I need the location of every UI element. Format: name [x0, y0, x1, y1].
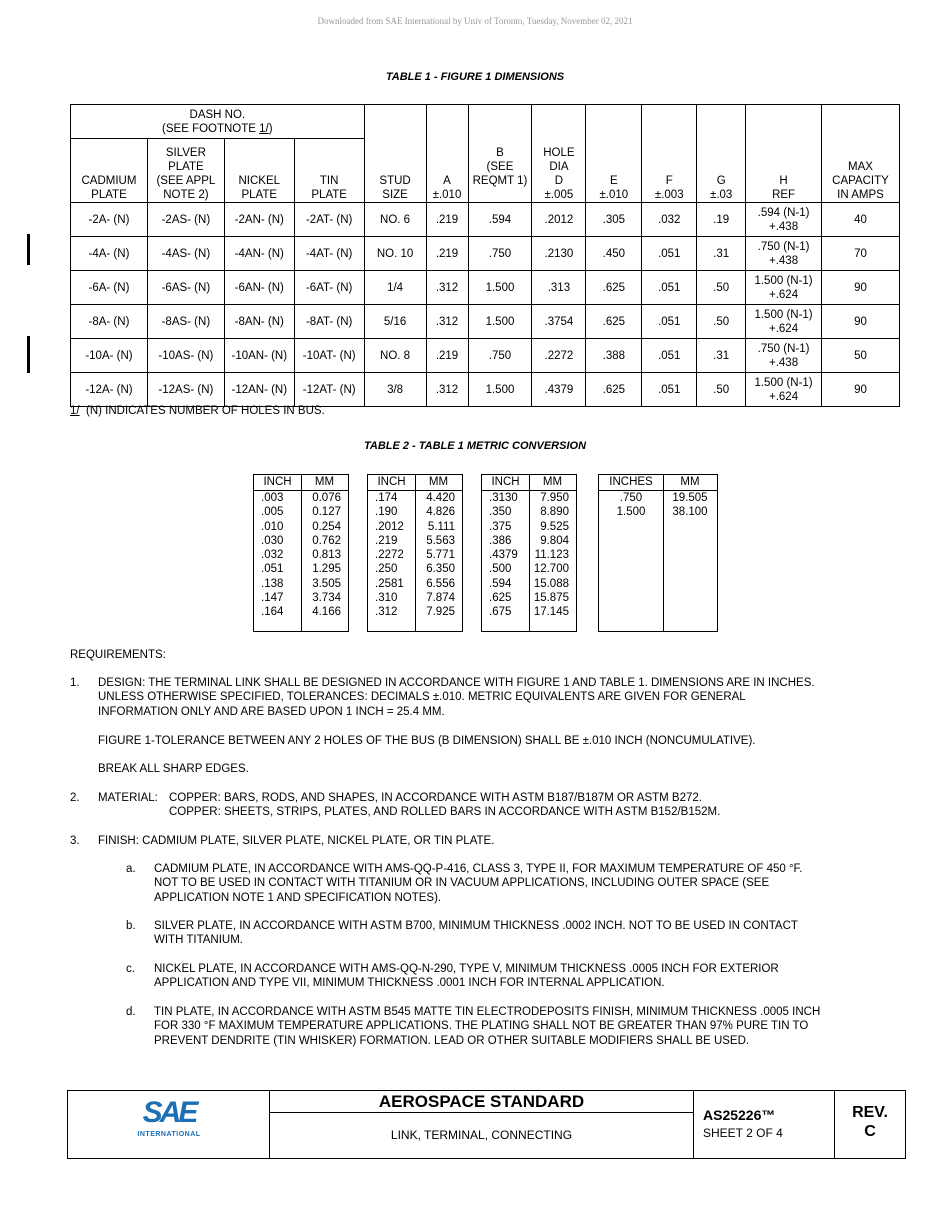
- conversion-inch-column: [375, 491, 404, 620]
- table-cell: 90: [821, 305, 899, 339]
- conversion-mm-value: 15.088: [533, 577, 569, 590]
- table-cell: .032: [642, 203, 697, 237]
- table-cell: 50: [821, 339, 899, 373]
- table-cell: 40: [821, 203, 899, 237]
- req-1-edges: BREAK ALL SHARP EDGES.: [98, 763, 249, 775]
- finish-item-line: NOT TO BE USED IN CONTACT WITH TITANIUM OR IN VACUUM APPLICATIONS, INCLUDING OUTER SPACE (SEE: [154, 877, 770, 890]
- finish-item-line: APPLICATION NOTE 1 AND SPECIFICATION NOTES).: [154, 891, 442, 904]
- revision-value: C: [864, 1123, 876, 1140]
- conversion-header-mm: MM: [542, 476, 563, 488]
- conversion-block: [367, 474, 463, 632]
- conversion-inch-value: .375: [489, 520, 512, 533]
- conversion-inch-value: .2012: [375, 520, 404, 533]
- table-cell: 1.500: [468, 305, 532, 339]
- table-cell: -4AT- (N): [294, 237, 364, 271]
- conversion-mm-value: 17.145: [533, 606, 569, 619]
- conversion-mm-value: 19.505: [672, 492, 708, 504]
- req-2-text: COPPER: BARS, RODS, AND SHAPES, IN ACCORDANCE WITH ASTM B187/B187M OR ASTM B272. COPPER: SHEETS, STRIPS, PLATES, AND ROLLED BARS IN ACCORDANCE WITH ASTM B152/B152M.: [169, 792, 721, 819]
- table-cell: -6AN- (N): [224, 271, 294, 305]
- conversion-inch-value: .030: [261, 534, 284, 547]
- finish-item-line: SILVER PLATE, IN ACCORDANCE WITH ASTM B700, MINIMUM THICKNESS .0002 INCH. NOT TO BE USED IN CONTACT: [154, 920, 798, 932]
- conversion-inch-column: [599, 491, 663, 520]
- table-cell: 90: [821, 373, 899, 407]
- sae-logo-text: SAE: [142, 1096, 196, 1129]
- conversion-inch-value: .310: [375, 592, 398, 605]
- table-cell: .625: [586, 271, 642, 305]
- finish-item-label: d.: [126, 1006, 136, 1018]
- conversion-inch-value: .138: [261, 577, 284, 590]
- finish-item-line: NICKEL PLATE, IN ACCORDANCE WITH AMS-QQ-N-290, TYPE V, MINIMUM THICKNESS .0005 INCH FOR EXTERIOR: [154, 963, 779, 975]
- h-header: H REF: [746, 105, 822, 203]
- table-cell: 1.500 (N-1) +.624: [746, 305, 822, 339]
- table-cell: 1.500: [468, 271, 532, 305]
- table-cell: -2AT- (N): [294, 203, 364, 237]
- table-cell: 70: [821, 237, 899, 271]
- conversion-inch-value: .190: [375, 506, 398, 519]
- conversion-inch-value: .147: [261, 592, 284, 605]
- table-row: [71, 271, 900, 305]
- standard-title: AEROSPACE STANDARD: [378, 1092, 585, 1111]
- conversion-mm-value: 3.734: [312, 592, 341, 605]
- cadmium-header: CADMIUM PLATE: [71, 139, 148, 203]
- finish-item-text: [154, 962, 779, 991]
- conversion-block: [598, 474, 718, 632]
- conversion-mm-value: 5.111: [427, 520, 455, 533]
- document-number: AS25226™: [703, 1107, 776, 1123]
- finish-item-label: b.: [126, 920, 136, 932]
- conversion-mm-value: 8.890: [540, 506, 569, 519]
- table-cell: NO. 10: [364, 237, 426, 271]
- table-cell: .50: [697, 373, 746, 407]
- table-cell: .219: [426, 237, 468, 271]
- conversion-inch-value: .174: [375, 492, 398, 504]
- conversion-header-inch: INCH: [263, 476, 292, 488]
- table-cell: .219: [426, 203, 468, 237]
- conversion-inch-value: .164: [261, 606, 284, 619]
- conversion-mm-value: 6.350: [426, 563, 455, 576]
- table-cell: -4AS- (N): [147, 237, 224, 271]
- table1-footnote: 1/ (N) INDICATES NUMBER OF HOLES IN BUS.: [70, 405, 325, 417]
- conversion-mm-value: 1.295: [312, 563, 341, 576]
- table-row: [71, 305, 900, 339]
- conversion-block: [253, 474, 349, 632]
- conversion-header-inch: INCHES: [609, 476, 653, 488]
- table-cell: .388: [586, 339, 642, 373]
- conversion-inch-column: [261, 491, 283, 620]
- conversion-mm-value: 7.925: [426, 606, 455, 619]
- conversion-mm-value: 9.525: [540, 520, 569, 533]
- table-cell: .625: [586, 373, 642, 407]
- table-cell: -4AN- (N): [224, 237, 294, 271]
- conversion-inch-value: .350: [489, 506, 512, 519]
- finish-item-line: CADMIUM PLATE, IN ACCORDANCE WITH AMS-QQ-P-416, CLASS 3, TYPE II, FOR MAXIMUM TEMPERATURE OF 450 °F.: [154, 863, 803, 875]
- table-cell: .312: [426, 271, 468, 305]
- conversion-inch-value: .4379: [489, 549, 518, 562]
- table-cell: .2130: [532, 237, 586, 271]
- conversion-mm-column: [415, 491, 455, 620]
- conversion-inch-value: .003: [261, 492, 284, 504]
- table-cell: .50: [697, 305, 746, 339]
- conversion-mm-value: 12.700: [533, 563, 569, 576]
- table-cell: 1.500 (N-1) +.624: [746, 271, 822, 305]
- table-cell: NO. 8: [364, 339, 426, 373]
- conversion-header-mm: MM: [680, 476, 700, 488]
- table-cell: .051: [642, 237, 697, 271]
- conversion-mm-value: 9.804: [540, 534, 569, 547]
- conversion-inch-value: .032: [261, 549, 284, 562]
- table-cell: .31: [697, 237, 746, 271]
- e-header: E ±.010: [586, 105, 642, 203]
- table-cell: .31: [697, 339, 746, 373]
- revision-bar: [27, 234, 30, 265]
- a-header: A ±.010: [426, 105, 468, 203]
- tin-header: TIN PLATE: [294, 139, 364, 203]
- table-cell: -6AT- (N): [294, 271, 364, 305]
- conversion-inch-value: .750: [619, 492, 643, 504]
- table-cell: .19: [697, 203, 746, 237]
- conversion-mm-value: 38.100: [672, 506, 708, 519]
- table-cell: .2012: [532, 203, 586, 237]
- req-1-text: DESIGN: THE TERMINAL LINK SHALL BE DESIGNED IN ACCORDANCE WITH FIGURE 1 AND TABLE 1. DIMENSIONS ARE IN INCHES. UNLESS OTHERWISE SPECIFIED, TOLERANCES: DECIMALS ±.010. METRIC EQUIVALENTS ARE GIVEN FOR GENERAL INFORMATION ONLY AND ARE BASED UPON 1 INCH = 25.4 MM.: [98, 677, 815, 718]
- req-1-tolerance: FIGURE 1-TOLERANCE BETWEEN ANY 2 HOLES OF THE BUS (B DIMENSION) SHALL BE ±.010 INCH (NONCUMULATIVE).: [98, 735, 756, 747]
- table-cell: .2272: [532, 339, 586, 373]
- stud-size-header: STUD SIZE: [364, 105, 426, 203]
- table-cell: .750 (N-1) +.438: [746, 339, 822, 373]
- conversion-inch-value: .312: [375, 606, 398, 619]
- table-cell: .313: [532, 271, 586, 305]
- conversion-mm-value: 4.420: [426, 492, 455, 504]
- table-cell: .312: [426, 305, 468, 339]
- download-note: Downloaded from SAE International by Univ of Toronto, Tuesday, November 02, 2021: [317, 16, 633, 26]
- title-block-divider: [269, 1112, 694, 1113]
- table-cell: .4379: [532, 373, 586, 407]
- conversion-inch-value: .051: [261, 563, 284, 576]
- table-cell: -12A- (N): [71, 373, 148, 407]
- conversion-inch-value: .594: [489, 577, 512, 590]
- conversion-mm-value: 0.813: [312, 549, 341, 562]
- table-cell: .305: [586, 203, 642, 237]
- table-cell: -8A- (N): [71, 305, 148, 339]
- table-cell: -12AS- (N): [147, 373, 224, 407]
- conversion-inch-value: 1.500: [616, 506, 646, 519]
- conversion-mm-column: [529, 491, 569, 620]
- table-cell: .051: [642, 339, 697, 373]
- conversion-block: [481, 474, 577, 632]
- conversion-header-inch: INCH: [377, 476, 406, 488]
- silver-header: SILVER PLATE (SEE APPL NOTE 2): [147, 139, 224, 203]
- conversion-inch-value: .010: [261, 520, 284, 533]
- table-cell: -12AN- (N): [224, 373, 294, 407]
- conversion-inch-value: .500: [489, 563, 512, 576]
- conversion-mm-value: 11.123: [534, 549, 569, 562]
- table-cell: -2A- (N): [71, 203, 148, 237]
- dash-no-header: DASH NO. (SEE FOOTNOTE 1/): [71, 105, 365, 139]
- table-cell: .750: [468, 237, 532, 271]
- table-cell: .3754: [532, 305, 586, 339]
- table-cell: .750 (N-1) +.438: [746, 237, 822, 271]
- revision-label: REV.: [852, 1104, 888, 1121]
- table-cell: -10AN- (N): [224, 339, 294, 373]
- conversion-header-mm: MM: [314, 476, 335, 488]
- table-cell: .594: [468, 203, 532, 237]
- conversion-mm-value: 7.950: [540, 492, 569, 504]
- table-cell: -2AN- (N): [224, 203, 294, 237]
- b-header: B (SEE REQMT 1): [468, 105, 532, 203]
- table-cell: .312: [426, 373, 468, 407]
- req-2-label: MATERIAL:: [98, 792, 158, 804]
- finish-item-text: [154, 862, 803, 905]
- finish-item-text: [154, 919, 798, 948]
- table-row: [71, 203, 900, 237]
- table-cell: 1.500: [468, 373, 532, 407]
- table-cell: 90: [821, 271, 899, 305]
- conversion-header-inch: INCH: [491, 476, 520, 488]
- conversion-inch-value: .625: [489, 592, 512, 605]
- table-cell: -8AT- (N): [294, 305, 364, 339]
- finish-item-line: FOR 330 °F MAXIMUM TEMPERATURE APPLICATIONS. THE PLATING SHALL NOT BE GREATER THAN 97% PURE TIN TO: [154, 1020, 809, 1033]
- conversion-mm-value: 6.556: [426, 577, 455, 590]
- conversion-inch-value: .005: [261, 506, 284, 519]
- table-cell: .450: [586, 237, 642, 271]
- finish-item-line: TIN PLATE, IN ACCORDANCE WITH ASTM B545 MATTE TIN ELECTRODEPOSITS FINISH, MINIMUM THICKNESS .0005 INCH: [154, 1006, 821, 1018]
- table-cell: .051: [642, 271, 697, 305]
- f-header: F ±.003: [642, 105, 697, 203]
- conversion-mm-value: 5.771: [426, 549, 455, 562]
- finish-item-line: WITH TITANIUM.: [154, 934, 244, 947]
- conversion-inch-column: [489, 491, 518, 620]
- max-capacity-header: MAX CAPACITY IN AMPS: [821, 105, 899, 203]
- conversion-inch-value: .675: [489, 606, 512, 619]
- req-2-number: 2.: [70, 792, 80, 804]
- revision-bar: [27, 336, 30, 373]
- table1-title: TABLE 1 - FIGURE 1 DIMENSIONS: [385, 71, 565, 83]
- conversion-mm-value: 7.874: [426, 592, 455, 605]
- conversion-mm-value: 4.826: [426, 506, 455, 519]
- conversion-inch-value: .2581: [375, 577, 404, 590]
- conversion-mm-column: [663, 491, 717, 520]
- conversion-mm-value: 15.875: [533, 592, 569, 605]
- finish-item-text: [154, 1005, 820, 1048]
- sheet-number: SHEET 2 OF 4: [703, 1126, 783, 1140]
- conversion-inch-value: .250: [375, 563, 398, 576]
- table-cell: -10AS- (N): [147, 339, 224, 373]
- conversion-mm-value: 0.127: [312, 506, 341, 519]
- conversion-inch-value: .3130: [489, 492, 518, 504]
- table-cell: NO. 6: [364, 203, 426, 237]
- table-cell: -4A- (N): [71, 237, 148, 271]
- hole-dia-header: HOLE DIA D ±.005: [532, 105, 586, 203]
- nickel-header: NICKEL PLATE: [224, 139, 294, 203]
- table-row: [71, 373, 900, 407]
- finish-item-line: PREVENT DENDRITE (TIN WHISKER) FORMATION. LEAD OR OTHER SUITABLE MODIFIERS SHALL BE USED.: [154, 1034, 750, 1047]
- table-cell: 3/8: [364, 373, 426, 407]
- g-header: G ±.03: [697, 105, 746, 203]
- conversion-mm-value: 0.254: [312, 520, 341, 533]
- table-cell: -10AT- (N): [294, 339, 364, 373]
- table-cell: .051: [642, 373, 697, 407]
- conversion-mm-column: [301, 491, 341, 620]
- table-cell: 5/16: [364, 305, 426, 339]
- table-cell: .219: [426, 339, 468, 373]
- finish-item-label: c.: [126, 963, 135, 975]
- conversion-mm-value: 4.166: [312, 606, 341, 619]
- conversion-header: [599, 475, 717, 491]
- standard-subtitle: LINK, TERMINAL, CONNECTING: [390, 1128, 573, 1142]
- conversion-inch-value: .386: [489, 534, 512, 547]
- table-row: [71, 237, 900, 271]
- finish-item-line: APPLICATION AND TYPE VII, MINIMUM THICKNESS .0001 INCH FOR INTERNAL APPLICATION.: [154, 977, 665, 990]
- req-3-number: 3.: [70, 835, 80, 847]
- conversion-mm-value: 0.762: [312, 534, 341, 547]
- table-cell: .594 (N-1) +.438: [746, 203, 822, 237]
- conversion-mm-value: 0.076: [312, 492, 341, 504]
- table-cell: 1.500 (N-1) +.624: [746, 373, 822, 407]
- sae-logo-subtext: INTERNATIONAL: [137, 1131, 201, 1138]
- table-cell: -6AS- (N): [147, 271, 224, 305]
- requirements-heading: REQUIREMENTS:: [70, 649, 166, 661]
- table-cell: -8AS- (N): [147, 305, 224, 339]
- conversion-header-mm: MM: [428, 476, 449, 488]
- table-cell: -10A- (N): [71, 339, 148, 373]
- conversion-mm-value: 3.505: [312, 577, 341, 590]
- table2-title: TABLE 2 - TABLE 1 METRIC CONVERSION: [363, 440, 587, 452]
- table-cell: .750: [468, 339, 532, 373]
- table-cell: -8AN- (N): [224, 305, 294, 339]
- dimensions-table: [70, 104, 900, 407]
- req-1-number: 1.: [70, 677, 80, 689]
- table-cell: -6A- (N): [71, 271, 148, 305]
- sae-logo: [136, 1098, 202, 1140]
- req-3-text: FINISH: CADMIUM PLATE, SILVER PLATE, NICKEL PLATE, OR TIN PLATE.: [98, 835, 495, 847]
- table-cell: .051: [642, 305, 697, 339]
- table-cell: .625: [586, 305, 642, 339]
- table-cell: 1/4: [364, 271, 426, 305]
- conversion-inch-value: .2272: [375, 549, 404, 562]
- conversion-mm-value: 5.563: [426, 534, 455, 547]
- table-cell: .50: [697, 271, 746, 305]
- conversion-inch-value: .219: [375, 534, 398, 547]
- table-cell: -12AT- (N): [294, 373, 364, 407]
- table-row: [71, 339, 900, 373]
- finish-item-label: a.: [126, 863, 136, 875]
- table-cell: -2AS- (N): [147, 203, 224, 237]
